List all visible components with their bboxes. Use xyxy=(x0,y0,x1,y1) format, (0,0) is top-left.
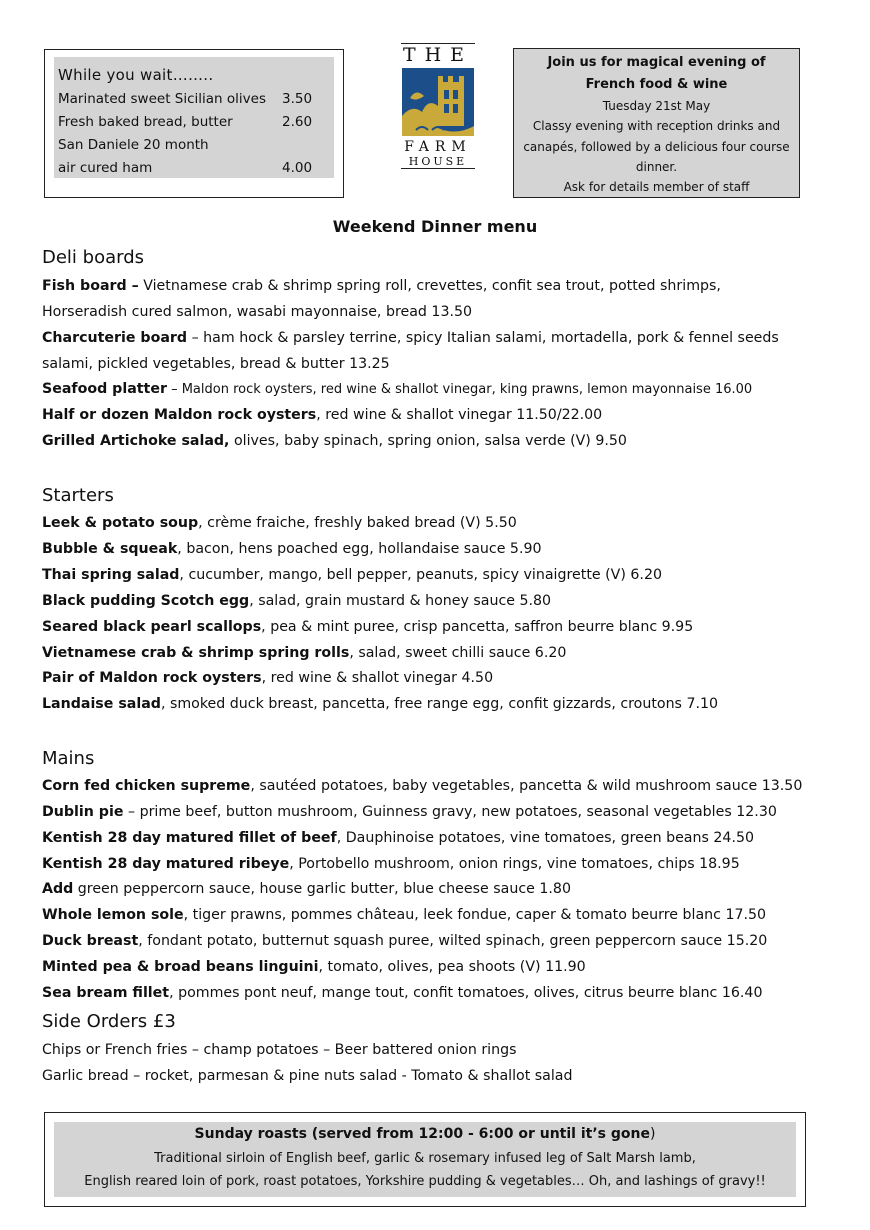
item-desc: Vietnamese crab & shrimp spring roll, crevettes, confit sea trout, potted shrimps, xyxy=(138,278,721,294)
menu-item xyxy=(42,541,542,557)
wait-item-name: Fresh baked bread, butter xyxy=(58,114,233,130)
sunday-title-end: ) xyxy=(649,1126,656,1142)
item-name: Minted pea & broad beans linguini xyxy=(42,959,319,975)
menu-item xyxy=(42,881,571,897)
item-name: Black pudding Scotch egg xyxy=(42,593,250,609)
menu-item xyxy=(42,381,752,397)
item-desc: , tiger prawns, pommes château, leek fondue, caper & tomato beurre blanc 17.50 xyxy=(183,907,767,923)
item-name: Kentish 28 day matured ribeye xyxy=(42,856,290,872)
menu-item xyxy=(42,804,777,820)
event-text: canapés, followed by a delicious four course xyxy=(523,140,790,154)
menu-item xyxy=(42,778,802,794)
menu-item xyxy=(42,933,767,949)
item-desc: , bacon, hens poached egg, hollandaise sauce 5.90 xyxy=(177,541,542,557)
sunday-roasts-box xyxy=(44,1112,806,1207)
logo-text-house: HOUSE xyxy=(401,155,475,169)
side-orders-line: Chips or French fries – champ potatoes – Beer battered onion rings xyxy=(42,1042,517,1058)
menu-item xyxy=(42,959,586,975)
menu-item xyxy=(42,670,493,686)
menu-item xyxy=(42,433,627,449)
menu-item xyxy=(42,856,740,872)
menu-item xyxy=(42,985,762,1001)
item-name: Duck breast xyxy=(42,933,139,949)
item-name: Add xyxy=(42,881,74,897)
item-desc: , Dauphinoise potatoes, vine tomatoes, green beans 24.50 xyxy=(336,830,755,846)
menu-item xyxy=(42,619,693,635)
item-desc: , fondant potato, butternut squash puree, wilted spinach, green peppercorn sauce 15.20 xyxy=(138,933,768,949)
item-name: Seared black pearl scallops xyxy=(42,619,262,635)
wait-item-price: 3.50 xyxy=(282,91,313,107)
item-desc: olives, baby spinach, spring onion, salsa verde (V) 9.50 xyxy=(229,433,627,449)
item-name: Half or dozen Maldon rock oysters xyxy=(42,407,317,423)
item-desc: , salad, grain mustard & honey sauce 5.80 xyxy=(249,593,552,609)
item-name: Kentish 28 day matured fillet of beef xyxy=(42,830,337,846)
while-you-wait-box xyxy=(44,49,344,198)
item-name: Seafood platter xyxy=(42,381,167,397)
item-desc: , tomato, olives, pea shoots (V) 11.90 xyxy=(318,959,586,975)
wait-item-name: air cured ham xyxy=(58,160,153,176)
item-desc: green peppercorn sauce, house garlic butter, blue cheese sauce 1.80 xyxy=(73,881,571,897)
event-title: Join us for magical evening of French food & wine xyxy=(547,55,766,92)
wait-item-price: 2.60 xyxy=(282,114,313,130)
sunday-roasts-line: Traditional sirloin of English beef, garlic & rosemary infused leg of Salt Marsh lamb, xyxy=(154,1151,696,1166)
item-name: Leek & potato soup xyxy=(42,515,199,531)
sunday-roasts-line: English reared loin of pork, roast potatoes, Yorkshire pudding & vegetables… Oh, and lashings of gravy!! xyxy=(84,1174,766,1189)
item-desc: , pommes pont neuf, mange tout, confit tomatoes, olives, citrus beurre blanc 16.40 xyxy=(169,985,763,1001)
item-name: Landaise salad xyxy=(42,696,161,712)
menu-item xyxy=(42,696,718,712)
item-name: Corn fed chicken supreme xyxy=(42,778,251,794)
side-orders-heading: Side Orders £3 xyxy=(42,1011,176,1032)
item-desc: – Maldon rock oysters, red wine & shallot vinegar, king prawns, lemon mayonnaise 16.00 xyxy=(166,382,753,397)
item-name: Charcuterie board xyxy=(42,330,188,346)
item-desc: , pea & mint puree, crisp pancetta, saffron beurre blanc 9.95 xyxy=(261,619,694,635)
wait-item-name: San Daniele 20 month xyxy=(58,137,209,153)
menu-item xyxy=(42,330,779,346)
item-name: Grilled Artichoke salad, xyxy=(42,433,230,449)
item-desc: – prime beef, button mushroom, Guinness gravy, new potatoes, seasonal vegetables 12.30 xyxy=(123,804,777,820)
french-evening-box xyxy=(513,48,800,198)
sunday-title-text: Sunday roasts (served from 12:00 - 6:00 or until it’s gone xyxy=(194,1126,650,1142)
item-name: Thai spring salad xyxy=(42,567,180,583)
menu-title: Weekend Dinner menu xyxy=(332,217,538,236)
logo-text-the: THE xyxy=(402,44,474,66)
item-name: Pair of Maldon rock oysters xyxy=(42,670,262,686)
item-name: Sea bream fillet xyxy=(42,985,170,1001)
logo-text-farm: FARM xyxy=(404,139,472,155)
event-text: dinner. xyxy=(635,160,678,174)
menu-item xyxy=(42,407,602,423)
wait-item-price: 4.00 xyxy=(282,160,313,176)
farm-house-logo xyxy=(401,43,475,171)
menu-item-continued: Horseradish cured salmon, wasabi mayonnaise, bread 13.50 xyxy=(42,304,473,320)
menu-item xyxy=(42,593,551,609)
sunday-roasts-title xyxy=(54,1126,796,1142)
sunday-roasts-panel xyxy=(54,1122,796,1197)
menu-item xyxy=(42,830,754,846)
item-name: Vietnamese crab & shrimp spring rolls xyxy=(42,645,350,661)
item-name: Dublin pie xyxy=(42,804,124,820)
event-text: Ask for details member of staff xyxy=(563,180,750,194)
item-desc: , Portobello mushroom, onion rings, vine tomatoes, chips 18.95 xyxy=(289,856,740,872)
starters-heading: Starters xyxy=(42,485,114,506)
side-orders-line: Garlic bread – rocket, parmesan & pine nuts salad - Tomato & shallot salad xyxy=(42,1068,573,1084)
item-desc: , crème fraiche, freshly baked bread (V) 5.50 xyxy=(198,515,517,531)
event-date: Tuesday 21st May xyxy=(602,99,711,113)
menu-item xyxy=(42,515,517,531)
while-you-wait-panel xyxy=(54,57,334,178)
item-desc: , red wine & shallot vinegar 11.50/22.00 xyxy=(316,407,603,423)
item-desc: , salad, sweet chilli sauce 6.20 xyxy=(349,645,567,661)
item-desc: , sautéed potatoes, baby vegetables, pancetta & wild mushroom sauce 13.50 xyxy=(250,778,803,794)
item-desc: , red wine & shallot vinegar 4.50 xyxy=(261,670,494,686)
item-desc: , cucumber, mango, bell pepper, peanuts, spicy vinaigrette (V) 6.20 xyxy=(179,567,662,583)
wait-item-name: Marinated sweet Sicilian olives xyxy=(58,91,266,107)
menu-item-continued: salami, pickled vegetables, bread & butter 13.25 xyxy=(42,356,390,372)
item-name: Whole lemon sole xyxy=(42,907,184,923)
menu-item xyxy=(42,907,766,923)
item-name: Bubble & squeak xyxy=(42,541,178,557)
item-desc: , smoked duck breast, pancetta, free range egg, confit gizzards, croutons 7.10 xyxy=(160,696,719,712)
menu-item xyxy=(42,278,721,294)
mains-heading: Mains xyxy=(42,748,95,769)
item-desc: – ham hock & parsley terrine, spicy Italian salami, mortadella, pork & fennel seeds xyxy=(187,330,779,346)
while-you-wait-title: While you wait…….. xyxy=(58,66,214,84)
logo-tower-icon xyxy=(402,68,474,136)
item-name: Fish board – xyxy=(42,278,139,294)
menu-item xyxy=(42,645,566,661)
deli-heading: Deli boards xyxy=(42,247,145,268)
menu-item xyxy=(42,567,662,583)
event-text: Classy evening with reception drinks and xyxy=(532,119,781,133)
